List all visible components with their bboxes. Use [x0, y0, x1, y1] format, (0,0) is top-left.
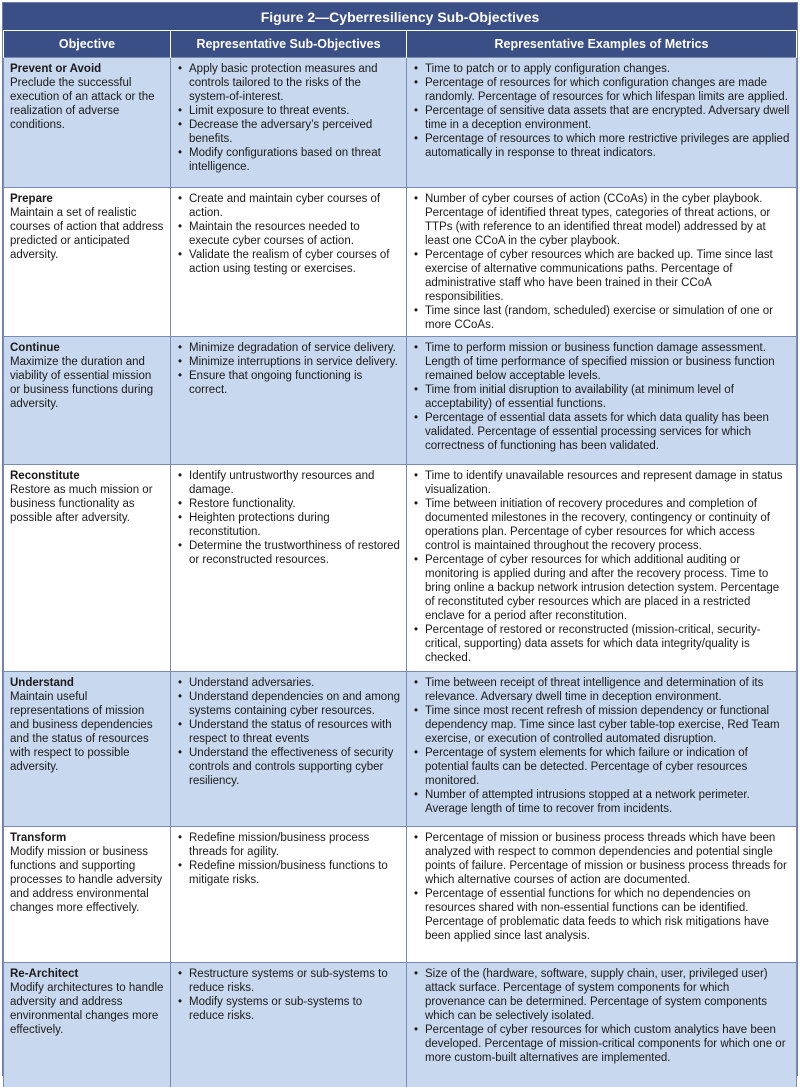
objective-cell — [4, 57, 171, 187]
objective-name: Prepare — [10, 192, 53, 205]
metric-item: • Time since most recent refresh of mission dependency or functional dependency map. Time since last cyber table-top exercise, Red Team exercise, or execution of controlled automated disruption. — [413, 704, 790, 746]
objective-name: Transform — [10, 831, 67, 844]
objective-cell — [4, 187, 171, 336]
objective-name: Understand — [10, 676, 74, 689]
metric-item: • Time since last (random, scheduled) exercise or simulation of one or more CCoAs. — [413, 304, 790, 332]
objective-cell — [4, 336, 171, 464]
metrics-list — [413, 967, 790, 1065]
header-objective: Objective — [4, 31, 171, 57]
metric-item: • Percentage of cyber resources which are backed up. Time since last exercise of alternative communications paths. Percentage of administrative staff who have been trained in their CCoA responsibilities. — [413, 248, 790, 304]
metrics-cell — [407, 464, 797, 671]
metric-item: • Percentage of essential functions for which no dependencies on resources shared with non-essential functions can be identified. Percentage of problematic data feeds to which risk mitigations have been applied since last analysis. — [413, 887, 790, 943]
sub-objective-item: • Understand the effectiveness of security controls and controls supporting cyber resiliency. — [177, 746, 400, 788]
table-body — [4, 57, 797, 1087]
sub-objectives-list — [177, 469, 400, 567]
sub-objective-item: • Decrease the adversary’s perceived benefits. — [177, 118, 400, 146]
table-row — [4, 671, 797, 826]
sub-objectives-cell — [171, 57, 407, 187]
sub-objective-item: • Understand the status of resources with respect to threat events — [177, 718, 400, 746]
metric-item: • Number of attempted intrusions stopped at a network perimeter. Average length of time to recover from incidents. — [413, 788, 790, 816]
sub-objectives-cell — [171, 187, 407, 336]
objective-cell — [4, 671, 171, 826]
table-row — [4, 962, 797, 1087]
sub-objective-item: • Modify systems or sub-systems to reduce risks. — [177, 995, 400, 1023]
objective-cell — [4, 826, 171, 962]
metric-item: • Time between receipt of threat intelligence and determination of its relevance. Adversary dwell time in deception environment. — [413, 676, 790, 704]
metric-item: • Percentage of essential data assets for which data quality has been validated. Percentage of essential processing services for which correctness of functioning has been validated. — [413, 411, 790, 453]
metrics-cell — [407, 336, 797, 464]
sub-objectives-cell — [171, 671, 407, 826]
sub-objective-item: • Modify configurations based on threat intelligence. — [177, 146, 400, 174]
metrics-cell — [407, 962, 797, 1087]
objective-description: Maintain useful representations of mission and business dependencies and the status of resources with respect to possible adversity. — [10, 690, 153, 773]
header-row — [4, 31, 797, 57]
objective-description: Modify mission or business functions and supporting processes to handle adversity and address environmental changes more effectively. — [10, 845, 163, 914]
objective-name: Re-Architect — [10, 967, 79, 980]
metrics-cell — [407, 187, 797, 336]
objective-name: Prevent or Avoid — [10, 62, 102, 75]
table-row — [4, 57, 797, 187]
objective-description: Maximize the duration and viability of essential mission or business functions during adversity. — [10, 355, 154, 410]
sub-objectives-list — [177, 192, 400, 276]
sub-objective-item: • Heighten protections during reconstitution. — [177, 511, 400, 539]
sub-objective-item: • Redefine mission/business functions to mitigate risks. — [177, 859, 400, 887]
metrics-cell — [407, 57, 797, 187]
objective-description: Preclude the successful execution of an attack or the realization of adverse conditions. — [10, 76, 155, 131]
sub-objective-item: • Create and maintain cyber courses of action. — [177, 192, 400, 220]
sub-objective-item: • Restructure systems or sub-systems to reduce risks. — [177, 967, 400, 995]
objective-description: Maintain a set of realistic courses of action that address predicted or anticipated adversity. — [10, 206, 164, 261]
figure-frame — [2, 2, 798, 1076]
metric-item: • Number of cyber courses of action (CCoAs) in the cyber playbook. Percentage of identified threat types, categories of threat actions, or TTPs (with reference to an identified threat model) addressed by at least one CCoA in the cyber playbook. — [413, 192, 790, 248]
metric-item: • Time from initial disruption to availability (at minimum level of acceptability) of essential functions. — [413, 383, 790, 411]
objective-cell — [4, 962, 171, 1087]
sub-objectives-cell — [171, 464, 407, 671]
metric-item: • Size of the (hardware, software, supply chain, user, privileged user) attack surface. Percentage of system components for which provenance can be determined. Percentage of system components which can be selectively isolated. — [413, 967, 790, 1023]
table-row — [4, 464, 797, 671]
metrics-cell — [407, 671, 797, 826]
sub-objective-item: • Minimize degradation of service delivery. — [177, 341, 400, 355]
sub-objectives-list — [177, 967, 400, 1023]
objective-description: Modify architectures to handle adversity and address environmental changes more effectively. — [10, 981, 164, 1036]
table-row — [4, 336, 797, 464]
metric-item: • Time to identify unavailable resources and represent damage in status visualization. — [413, 469, 790, 497]
metrics-list — [413, 469, 790, 665]
metric-item: • Time to perform mission or business function damage assessment. Length of time performance of specified mission or business function remained below acceptable levels. — [413, 341, 790, 383]
sub-objective-item: • Determine the trustworthiness of restored or reconstructed resources. — [177, 539, 400, 567]
sub-objectives-cell — [171, 336, 407, 464]
objective-name: Reconstitute — [10, 469, 80, 482]
metrics-list — [413, 341, 790, 453]
sub-objective-item: • Maintain the resources needed to execute cyber courses of action. — [177, 220, 400, 248]
sub-objective-item: • Validate the realism of cyber courses of action using testing or exercises. — [177, 248, 400, 276]
objective-description: Restore as much mission or business functionality as possible after adversity. — [10, 483, 153, 524]
metric-item: • Percentage of resources to which more restrictive privileges are applied automatically in response to threat indicators. — [413, 132, 790, 160]
header-sub-objectives: Representative Sub-Objectives — [171, 31, 407, 57]
metric-item: • Time to patch or to apply configuration changes. — [413, 62, 790, 76]
metrics-list — [413, 676, 790, 816]
table-row — [4, 826, 797, 962]
sub-objective-item: • Redefine mission/business process threads for agility. — [177, 831, 400, 859]
objective-cell — [4, 464, 171, 671]
metrics-list — [413, 192, 790, 332]
sub-objective-item: • Apply basic protection measures and controls tailored to the risks of the system-of-interest. — [177, 62, 400, 104]
metrics-list — [413, 831, 790, 943]
sub-objectives-cell — [171, 826, 407, 962]
sub-objectives-list — [177, 676, 400, 788]
sub-objective-item: • Restore functionality. — [177, 497, 400, 511]
sub-objectives-list — [177, 831, 400, 887]
figure-title: Figure 2—Cyberresiliency Sub-Objectives — [3, 3, 797, 31]
metric-item: • Percentage of mission or business process threads which have been analyzed with respect to common dependencies and potential single points of failure. Percentage of mission or business process threads for which alternative courses of action are documented. — [413, 831, 790, 887]
sub-objective-item: • Identify untrustworthy resources and damage. — [177, 469, 400, 497]
sub-objective-item: • Minimize interruptions in service delivery. — [177, 355, 400, 369]
objective-name: Continue — [10, 341, 60, 354]
sub-objective-item: • Ensure that ongoing functioning is correct. — [177, 369, 400, 397]
sub-objective-item: • Understand adversaries. — [177, 676, 400, 690]
metric-item: • Percentage of restored or reconstructed (mission-critical, security-critical, supporting) data assets for which data integrity/quality is checked. — [413, 623, 790, 665]
objectives-table — [3, 31, 797, 1087]
metric-item: • Percentage of system elements for which failure or indication of potential faults can be detected. Percentage of cyber resources monitored. — [413, 746, 790, 788]
metric-item: • Percentage of cyber resources for which custom analytics have been developed. Percentage of mission-critical components for which one or more custom-built alternatives are implemented. — [413, 1023, 790, 1065]
metric-item: • Percentage of sensitive data assets that are encrypted. Adversary dwell time in a deception environment. — [413, 104, 790, 132]
sub-objectives-list — [177, 62, 400, 174]
sub-objective-item: • Limit exposure to threat events. — [177, 104, 400, 118]
sub-objective-item: • Understand dependencies on and among systems containing cyber resources. — [177, 690, 400, 718]
metrics-list — [413, 62, 790, 160]
metric-item: • Time between initiation of recovery procedures and completion of documented milestones in the recovery, contingency or continuity of operations plan. Percentage of cyber resources for which access control is maintained throughout the recovery process. — [413, 497, 790, 553]
metric-item: • Percentage of resources for which configuration changes are made randomly. Percentage of resources for which lifespan limits are applied. — [413, 76, 790, 104]
table-row — [4, 187, 797, 336]
metric-item: • Percentage of cyber resources for which additional auditing or monitoring is applied during and after the recovery process. Time to bring online a backup network intrusion detection system. Percentage of reconstituted cyber resources which are placed in a restricted enclave for a period after reconstitution. — [413, 553, 790, 623]
metrics-cell — [407, 826, 797, 962]
sub-objectives-cell — [171, 962, 407, 1087]
header-metrics: Representative Examples of Metrics — [407, 31, 797, 57]
sub-objectives-list — [177, 341, 400, 397]
